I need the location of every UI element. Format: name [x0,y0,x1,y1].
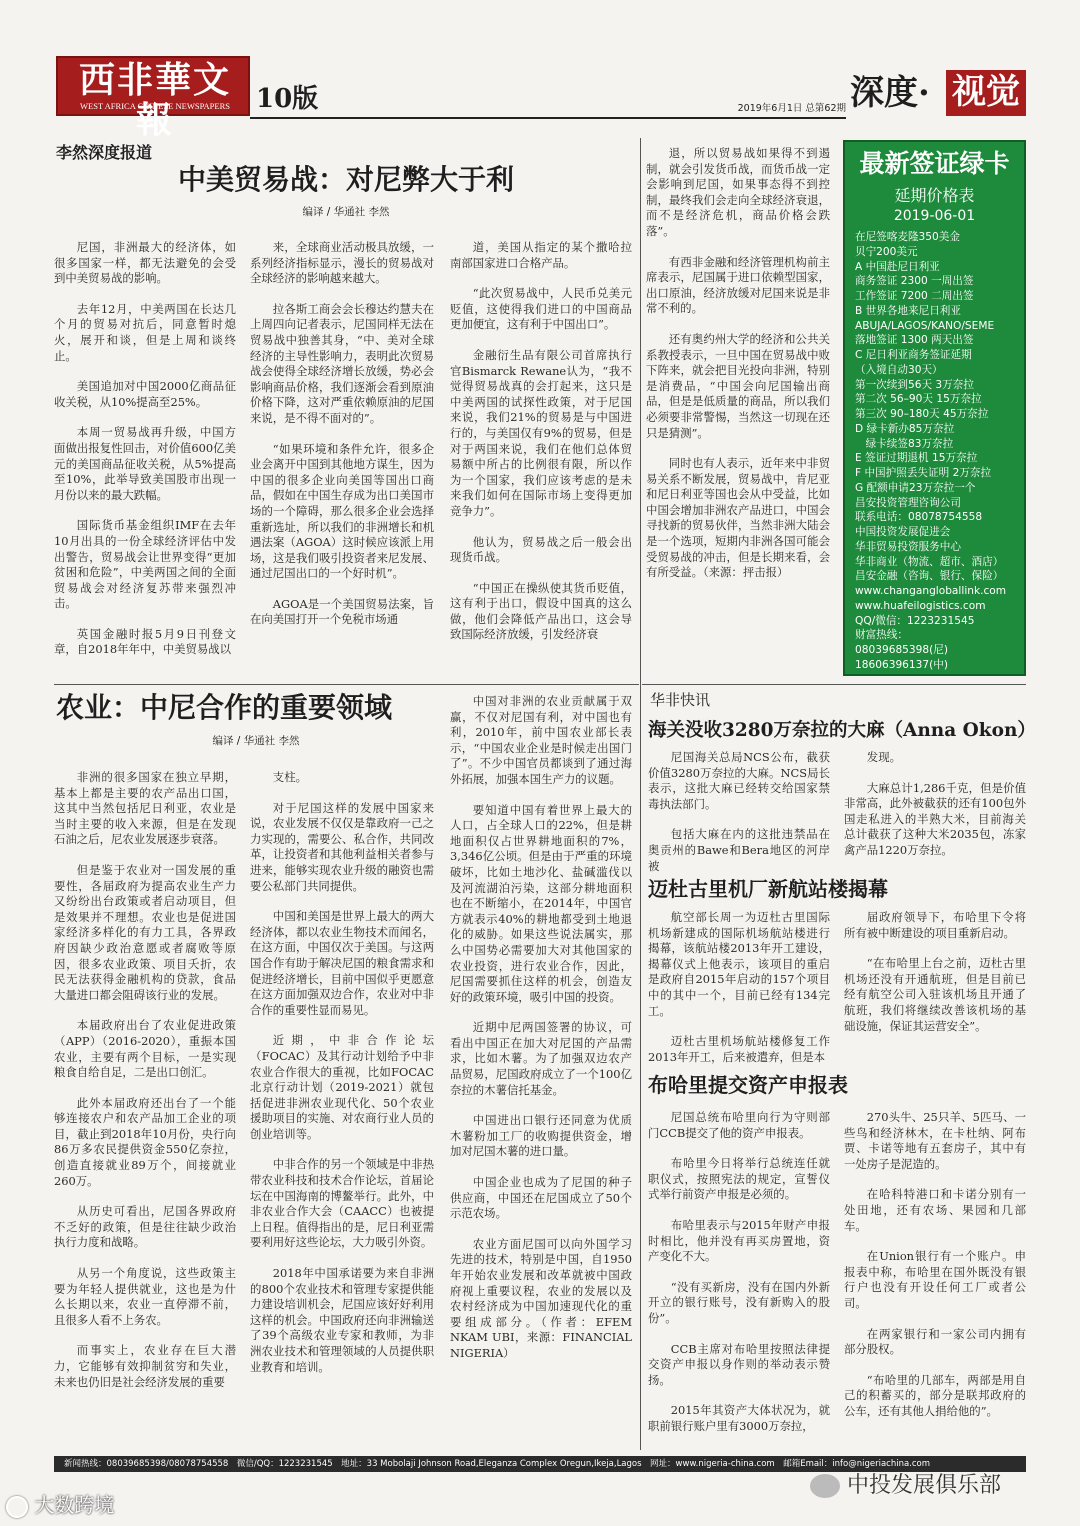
ad-line: 08039685398(尼) [855,644,949,656]
paragraph: 届政府领导下，布哈里下令将所有被中断建设的项目重新启动。 [844,910,1026,940]
ad-line: G 配额申请23万奈拉一个 [855,481,976,494]
paragraph: 航空部长周一为迈杜古里国际机场新建成的国际机场航站楼进行揭幕，该航站楼2013年开工建设，揭幕仪式上他表示，该项目的重启是政府自2015年启动的157个项目中的其中一个，目前已经有134完工。 [648,910,830,1018]
paragraph: 本届政府出台了农业促进政策（APP）（2016-2020），重振本国农业，主要有两个目标，一是实现粮食自给自足，二是出口创汇。 [54,1018,236,1080]
news-h2-col-a [648,910,830,1064]
ad-line: （入境自动30天） [855,363,943,376]
paragraph: 近期，中非合作论坛（FOCAC）及其行动计划给予中非农业合作很大的重视，比如FOCAC北京行动计划（2019-2021）就包括促进非洲农业现代化、50个农业援助项目的实施、对农商行业人员的创业培训等。 [250,1033,434,1141]
col-rule [640,138,641,1450]
paragraph: 美国追加对中国2000亿商品征收关税，从10%提高至25%。 [54,379,236,409]
paragraph: 有西非金融和经济管理机构前主席表示，尼国属于进口依赖型国家，出口原油，经济放缓对尼国来说是非常不利的。 [646,254,830,316]
ad-lines [855,230,1021,673]
news-h3: 布哈里提交资产申报表 [648,1073,848,1097]
ad-line: B 世界各地来尼日利亚 [855,304,961,317]
ad-line: 商务签证 2300 一周出签 [855,275,974,288]
mid-rule [54,684,639,685]
issue-date: 2019年6月1日 总第62期 [737,103,846,114]
paragraph: 对于尼国这样的发展中国家来说，农业发展不仅仅是靠政府一己之力实现的，需要公、私合作，共同改革，让投资者和其他利益相关者参与进来，能够实现农业升级的融资也需要公私部门共同提供。 [250,800,434,893]
paragraph: 此外本届政府还出台了一个能够连接农户和农产品加工企业的项目，截止到2018年10月份，央行向86万多农民提供资金550亿奈拉，创造直接就业89万个，间接就业260万。 [54,1095,236,1188]
ad-line: A 中国赴尼日利亚 [855,260,940,273]
paragraph: AGOA是一个美国贸易法案，旨在向美国打开一个免税市场通 [250,596,434,627]
paragraph: “没有买新房，没有在国内外新开立的银行账号，没有新购入的股份”。 [648,1279,830,1325]
a2-title: 农业：中尼合作的重要领域 [56,691,393,724]
paragraph: 在两家银行和一家公司内拥有部分股权。 [844,1326,1026,1357]
paragraph: “此次贸易战中，人民币兑美元贬值，这使得我们进口的中国商品更加便宜，这有利于中国出口”。 [450,286,632,332]
paragraph: 但是鉴于农业对一国发展的重要性，各届政府为提高农业生产力又纷纷出台政策或者启动项目，但是效果并不理想。农业也是促进国家经济多样化的有力工具，各界政府因缺少政治意愿或者腐败等原因，很多农业政策、项目夭折，农民无法获得金融机构的贷款，食品大量进口都会阻碍该行业的发展。 [54,862,236,1002]
masthead-name: 西非華文報 [78,59,231,141]
paragraph: 尼国，非洲最大的经济体，如很多国家一样，都无法避免的会受到中美贸易战的影响。 [54,240,236,286]
paragraph: 2018年中国承诺要为来自非洲的800个农业技术和管理专家提供能力建设培训机会，尼国应该好好利用这样的机会。中国政府还向非洲输送了39个高级农业专家和教师，为非洲农业技术和管理领域的人员提供职业教育和培训。 [250,1266,434,1374]
ad-line: C 尼日利亚商务签证延期 [855,349,972,361]
ad-line: 华非商业（物流、超市、酒店） [855,555,1004,568]
watermark-right-text: 中投发展俱乐部 [847,1473,1002,1498]
paragraph: 2015年其资产大体状况为，就职前银行账户里有3000万奈拉， [648,1403,830,1433]
a1-column-3 [450,240,632,672]
ad-line: 18606396137(中) [855,658,949,671]
paragraph: 大麻总计1,286千克，但是价值非常高，此外被截获的还有100包外国走私进入的半熟大米，目前海关总计截获了这种大米2035包，冻家禽产品1220万奈拉。 [844,780,1026,857]
news-h1-col-b [844,750,1026,870]
paragraph: 尼国总统布哈里向行为守则部门CCB提交了他的资产申报表。 [648,1110,830,1140]
a1-title: 中美贸易战：对尼弊大于利 [177,163,514,196]
a1-column-2 [250,240,434,672]
paragraph: 同时也有人表示，近年来中非贸易关系不断发展，贸易战中，肯尼亚和尼日利亚等国也会从中受益，比如中国会增加非洲农产品进口，中国会寻找新的贸易伙伴，当然非洲大陆会是一个选项，短期内非洲各国可能会受贸易战的冲击，但是长期来看，会有所受益。（来源：抨击报） [646,456,830,580]
ad-line: 在尼签喀麦隆350美金 [855,231,960,243]
a1-byline: 编译 / 华通社 李然 [302,206,390,218]
section-title-b: 视觉 [946,70,1026,116]
paragraph: 要知道中国有着世界上最大的人口，占全球人口的22%，但是耕地面积仅占世界耕地面积的7%，3,346亿公顷。但是由于严重的环境破坏，比如土地沙化、盐碱滥伐以及河流湖泊污染，这部分耕地面积也在不断缩小，在2014年，中国官方就表示40%的耕地都受到土地退化的威胁。如果这些说法属实，那么中国势必需要加大对其他国家的农业投资，进行农业合作，因此，尼国需要抓住这样的机会，创造友好的政策环境，吸引中国的投资。 [450,802,632,1004]
ad-line: 绿卡续签83万奈拉 [855,437,954,450]
ad-line: F 中国护照丢失证明 2万奈拉 [855,467,992,479]
ad-date: 2019-06-01 [893,208,976,224]
paragraph: 从历史可看出，尼国各界政府不乏好的政策，但是往往缺少政治执行力度和战略。 [54,1204,236,1250]
ad-line: 贝宁200美元 [855,245,918,258]
paragraph: 而事实上，农业存在巨大潜力，它能够有效抑制贫穷和失业，未来也仍旧是社会经济发展的重要 [54,1343,236,1389]
paragraph: “如果环境和条件允许，很多企业会离开中国到其他地方谋生，因为中国的很多企业向美国等国出口商品，假如在中国生存成为出口美国市场的一个障碍，那么很多企业会选择重新选址，所以我们的非洲增长和机遇法案（AGOA）这时候应该派上用场，这是我们吸引投资者来尼发展、通过尼国出口的一个好时机”。 [250,441,434,581]
paragraph: 本周一贸易战再升级，中国方面做出报复性回击，对价值600亿美元的美国商品征收关税，从5%提高至10%，此举导致美国股市出现一月份以来的最大跌幅。 [54,425,236,502]
news-h1-col-a [648,750,830,873]
paragraph: 道，美国从指定的某个撒哈拉南部国家进口合格产品。 [450,240,632,270]
a2-column-1 [54,770,236,1450]
paragraph: 来，全球商业活动极具放缓，一系列经济指标显示，漫长的贸易战对全球经济的影响越来越大。 [250,240,434,286]
paragraph: 还有奥约州大学的经济和公共关系教授表示，一旦中国在贸易战中败下阵来，就会把目光投向非洲，特别是消费品，“中国会向尼国输出商品，但是是低质量的商品，所以我们必须要非常警惕，当然这一切现在还只是猜测”。 [646,331,830,440]
paragraph: 国际货币基金组织IMF在去年10月出具的一份全球经济评估中发出警告，贸易战会让世界变得“更加贫困和危险”，中美两国之间的全面贸易战会对经济复苏带来强烈冲击。 [54,518,236,611]
ad-line: 昌安金融（咨询、银行、保险） [855,570,1004,583]
paragraph: CCB主席对布哈里按照法律提交资产申报以身作则的举动表示赞扬。 [648,1341,830,1387]
news-h1: 海关没收3280万奈拉的大麻（Anna Okon） [648,720,1036,741]
watermark-left-icon [6,1496,28,1518]
ad-line: www.huafeilogistics.com [855,599,986,612]
watermark-right [810,1466,1072,1506]
ad-title: 最新签证绿卡 [859,149,1010,178]
paragraph: 退，所以贸易战如果得不到遏制，就会引发货币战，而货币战一定会影响到尼国，如果事态得不到控制，最终我们会走向全球经济衰退，而不是经济危机，商品价格会跌落”。 [646,146,830,238]
page-number: 10版 [256,84,319,114]
paragraph: 他认为，贸易战之后一般会出现货币战。 [450,534,632,565]
paragraph: 农业方面尼国可以向外国学习先进的技术，特别是中国，自1950年开始农业发展和改革就被中国政府视上重要议程，农业的发展以及农村经济成为中国加速现代化的重要组成部分。（作者：EFEM NKAM UBI，来源：FINANCIAL NIGERIA） [450,1236,632,1360]
paragraph: 中非合作的另一个领域是中非热带农业科技和技术合作论坛，首届论坛在中国海南的博鳌举行。此外，中非农业合作大会（CAACC）也被提上日程。值得指出的是，尼日利亚需要利用好这些论坛，大力吸引外资。 [250,1157,434,1250]
paragraph: 中国进出口银行还同意为优质木薯粉加工厂的收购提供资金，增加对尼国木薯的进口量。 [450,1113,632,1159]
ad-line: D 绿卡新办85万奈拉 [855,422,955,435]
paragraph: 非洲的很多国家在独立早期，基本上都是主要的农产品出口国，这其中当然包括尼日利亚，农业是当时主要的收入来源，但是在发现石油之后，尼农业发展逐步衰落。 [54,770,236,847]
section-title-a: 深度· [850,73,930,113]
ad-line: 华非贸易投资服务中心 [855,540,961,553]
paragraph: 发现。 [866,750,901,764]
paragraph: 英国金融时报5月9日刊登文章，自2018年年中，中美贸易战以 [54,626,236,657]
news-h2-col-b [844,910,1026,1060]
wechat-icon [810,1474,840,1498]
paragraph: 在Union银行有一个账户。申报表中称，布哈里在国外既没有银行户也没有开设任何工厂或者公司。 [844,1249,1026,1310]
ad-line: 联系电话：08078754558 [855,511,983,524]
ad-subtitle: 延期价格表 [894,186,975,205]
ad-line: 工作签证 7200 二周出签 [855,290,974,302]
masthead-rule [250,117,846,119]
a2-column-2 [250,770,434,1450]
watermark-left [6,1490,156,1522]
ad-line: 落地签证 1300 两天出签 [855,334,974,347]
a1-kicker: 李然深度报道 [56,143,153,162]
paragraph: 迈杜古里机场航站楼修复工作2013年开工，后来被遣弃，但是本 [648,1034,830,1064]
paragraph: 在哈科特港口和卡诺分别有一处田地，还有农场、果园和几部车。 [844,1187,1026,1233]
news-rule [642,684,1026,685]
news-h3-col-b [844,1110,1026,1450]
ad-line: E 签证过期退机 15万奈拉 [855,452,978,465]
masthead-english: WEST AFRICA CHINESE NEWSPAPERS [80,101,230,111]
a2-column-3 [450,694,632,1450]
footer-text: 新闻热线：08039685398/08078754558 微信/QQ：1223231545 地址：33 Mobolaji Johnson Road,Eleganza Complex Oregun,Ikeja,Lagos 网址：www.nigeria-china.com 邮箱Email：info@nigeriachina.com [64,1459,931,1469]
news-h2: 迈杜古里机厂新航站楼揭幕 [648,877,888,901]
section-title [850,70,1028,120]
paragraph: 近期中尼两国签署的协议，可看出中国正在加大对尼国的产品需求，比如木薯。为了加强双边农产品贸易，尼国政府成立了一个100亿奈拉的木薯信托基金。 [450,1020,632,1097]
paragraph: 中国和美国是世界上最大的两大经济体，都以农业生物技术而闻名，在这方面，中国仅次于美国。与这两国合作有助于解决尼国的粮食需求和促进经济增长，目前中国似乎更愿意在这方面加强双边合作，农业对中非合作的重要性显而易见。 [250,909,434,1017]
ad-line: www.changangloballink.com [855,585,1007,597]
news-kicker: 华非快讯 [650,691,711,709]
visa-ad [843,140,1026,676]
ad-line: 第二次 56–90天 15万奈拉 [855,393,982,406]
ad-line: 中国投资发展促进会 [855,526,951,538]
news-h3-col-a [648,1110,830,1450]
watermark-left-text: 大数跨境 [34,1493,115,1517]
ad-line: 财富热线： [855,629,908,642]
paragraph: 布哈里今日将举行总统连任就职仪式，按照宪法的规定，宣誓仪式举行前资产申报是必须的。 [648,1156,830,1202]
paragraph: 从另一个角度说，这些政策主要为年轻人提供就业，这也是为什么长期以来，农业一直停滞不前，且很多人看不上务农。 [54,1266,236,1327]
paragraph: “中国正在操纵使其货币贬值，这有利于出口，假设中国真的这么做，他们会降低产品出口，这会导致国际经济放缓，引发经济衰 [450,580,632,642]
ad-line: 第一次续到56天 3万奈拉 [855,378,974,391]
paragraph: 金融衍生品有限公司首席执行官Bismarck Rewane认为，“我不觉得贸易战真的会打起来，这只是中美两国的试探性政策，对于尼国来说，我们21%的贸易是与中国进行的，与美国仅有9%的贸易，但是对于两国来说，我们在他们总体贸易额中所占的比例很有限，所以作为一个国家，我们应该考虑的是未来我们如何在国际市场上变得更加竞争力”。 [450,347,632,518]
paragraph: 去年12月，中美两国在长达几个月的贸易对抗后，同意暂时熄火，展开和谈，但是上周和谈终止。 [54,301,236,363]
a1-column-4 [646,146,830,676]
paragraph: 拉各斯工商会会长穆达约慧夫在上周四向记者表示，尼国同样无法在贸易战中独善其身，“中、美对全球经济的主导性影响力，表明此次贸易战会使得全球经济增长放缓，势必会影响商品价格，我们逐渐会看到原油价格下降，这对严重依赖原油的尼国来说，是不得不面对的”。 [250,301,434,425]
paragraph: 包括大麻在内的这批违禁品在奥贡州的Bawe和Bera地区的河岸被 [648,827,830,873]
paragraph: “在布哈里上台之前，迈杜古里机场还没有开通航班，但是目前已经有航空公司入驻该机场且开通了航班，我们将继续改善该机场的基础设施，保证其运营安全”。 [844,956,1026,1033]
a2-byline: 编译 / 华通社 李然 [212,735,300,747]
ad-line: ABUJA/LAGOS/KANO/SEME [855,319,995,332]
paragraph: 尼国海关总局NCS公布，截获价值3280万奈拉的大麻。NCS局长表示，这批大麻已经转交给国家禁毒执法部门。 [648,750,830,811]
a1-column-1 [54,240,236,672]
ad-line: 昌安投资管理咨询公司 [855,496,961,509]
paragraph: “布哈里的几部车，两部是用自己的积蓄买的，部分是联邦政府的公车，还有其他人捐给他的”。 [844,1372,1026,1418]
paragraph: 270头牛、25只羊、5匹马、一些鸟和经济林木，在卡杜纳、阿布贾、卡诺等地有五套房子，其中有一处房子是泥造的。 [844,1110,1026,1171]
paragraph: 中国企业也成为了尼国的种子供应商，中国还在尼国成立了50个示范农场。 [450,1175,632,1221]
paragraph: 中国对非洲的农业贡献属于双赢，不仅对尼国有利，对中国也有利，2010年，前中国农业部长表示，“中国农业企业是时候走出国门了”。不少中国官员都谈到了通过海外拓展，加强本国生产力的议题。 [450,694,632,786]
paragraph: 支柱。 [272,770,307,784]
ad-line: QQ/微信：1223231545 [855,614,975,627]
masthead-logo-box [56,56,250,141]
ad-line: 第三次 90–180天 45万奈拉 [855,408,989,420]
paragraph: 布哈里表示与2015年财产申报时相比，他并没有再买房置地，资产变化不大。 [648,1217,830,1264]
